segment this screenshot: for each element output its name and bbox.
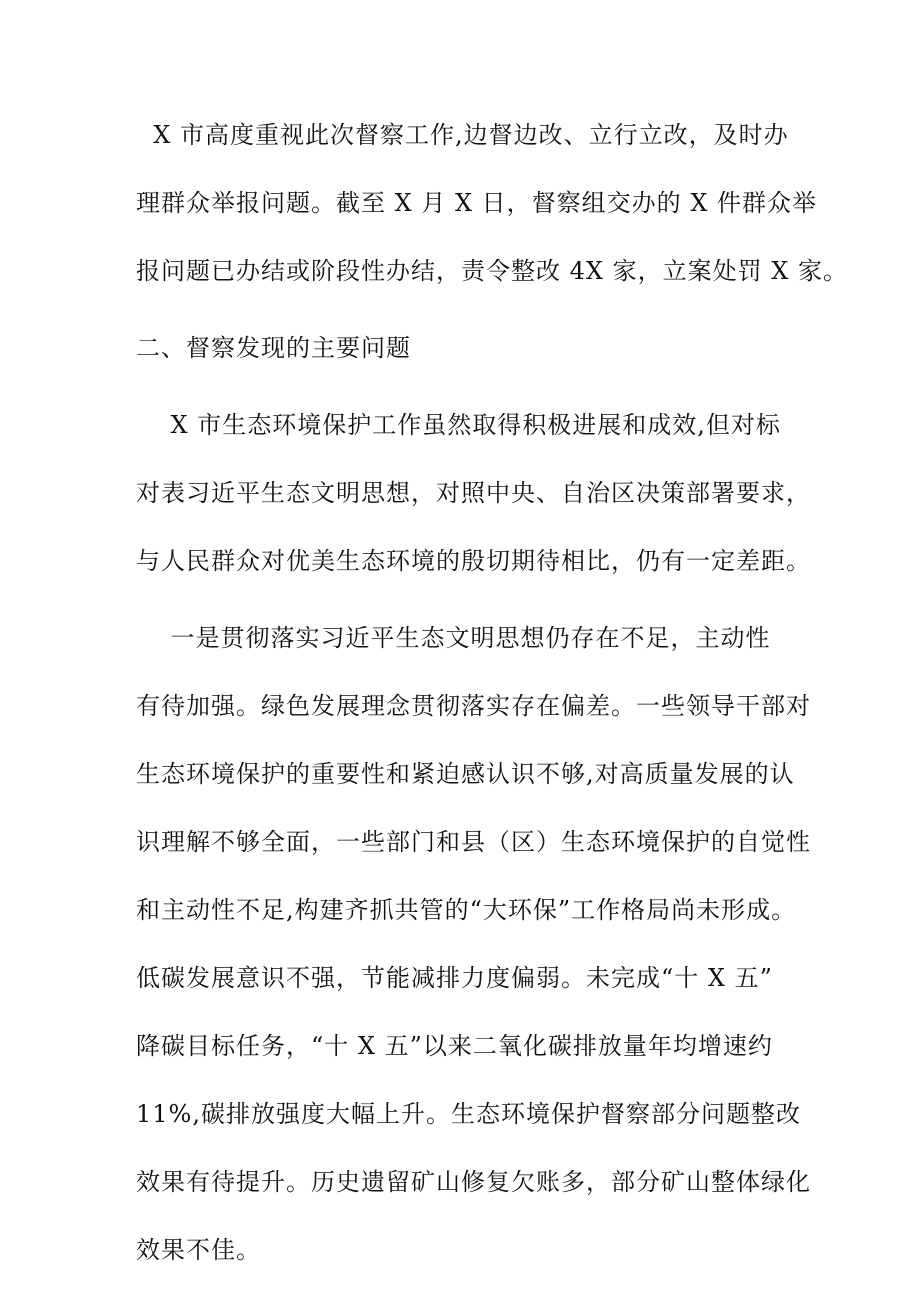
text-line: 与人民群众对优美生态环境的殷切期待相比，仍有一定差距。 [136,547,811,575]
text-line: 低碳发展意识不强，节能减排力度偏弱。未完成“十 X 五” [136,964,773,992]
text-line: 一是贯彻落实习近平生态文明思想仍存在不足，主动性 [136,624,771,652]
text-line: X 市高度重视此次督察工作,边督边改、立行立改，及时办 [136,121,789,149]
text-line: 生态环境保护的重要性和紧迫感认识不够,对高质量发展的认 [136,760,795,788]
section-heading [136,333,800,363]
text-line: 和主动性不足,构建齐抓共管的“大环保”工作格局尚未形成。 [136,896,797,924]
text-line: 理群众举报问题。截至 X 月 X 日，督察组交办的 X 件群众举 [136,189,818,217]
text-line: X 市生态环境保护工作虽然取得积极进展和成效,但对标 [136,411,781,439]
text-line: 11%,碳排放强度大幅上升。生态环境保护督察部分问题整改 [136,1100,801,1128]
heading-text: 二、督察发现的主要问题 [136,334,411,362]
text-line: 降碳目标任务，“十 X 五”以来二氧化碳排放量年均增速约 [136,1032,773,1060]
paragraph-issue-1 [136,623,811,1265]
paragraph-overview [136,410,811,576]
document-body [136,120,848,1265]
text-line: 有待加强。绿色发展理念贯彻落实存在偏差。一些领导干部对 [136,692,811,720]
text-line: 报问题已办结或阶段性办结，责令整改 4X 家，立案处罚 X 家。 [136,257,848,285]
text-line: 效果有待提升。历史遗留矿山修复欠账多，部分矿山整体绿化 [136,1168,811,1196]
paragraph-handling [136,120,848,286]
text-line: 效果不佳。 [136,1236,261,1264]
text-line: 识理解不够全面，一些部门和县（区）生态环境保护的自觉性 [136,828,811,856]
text-line: 对表习近平生态文明思想，对照中央、自治区决策部署要求， [136,479,811,507]
